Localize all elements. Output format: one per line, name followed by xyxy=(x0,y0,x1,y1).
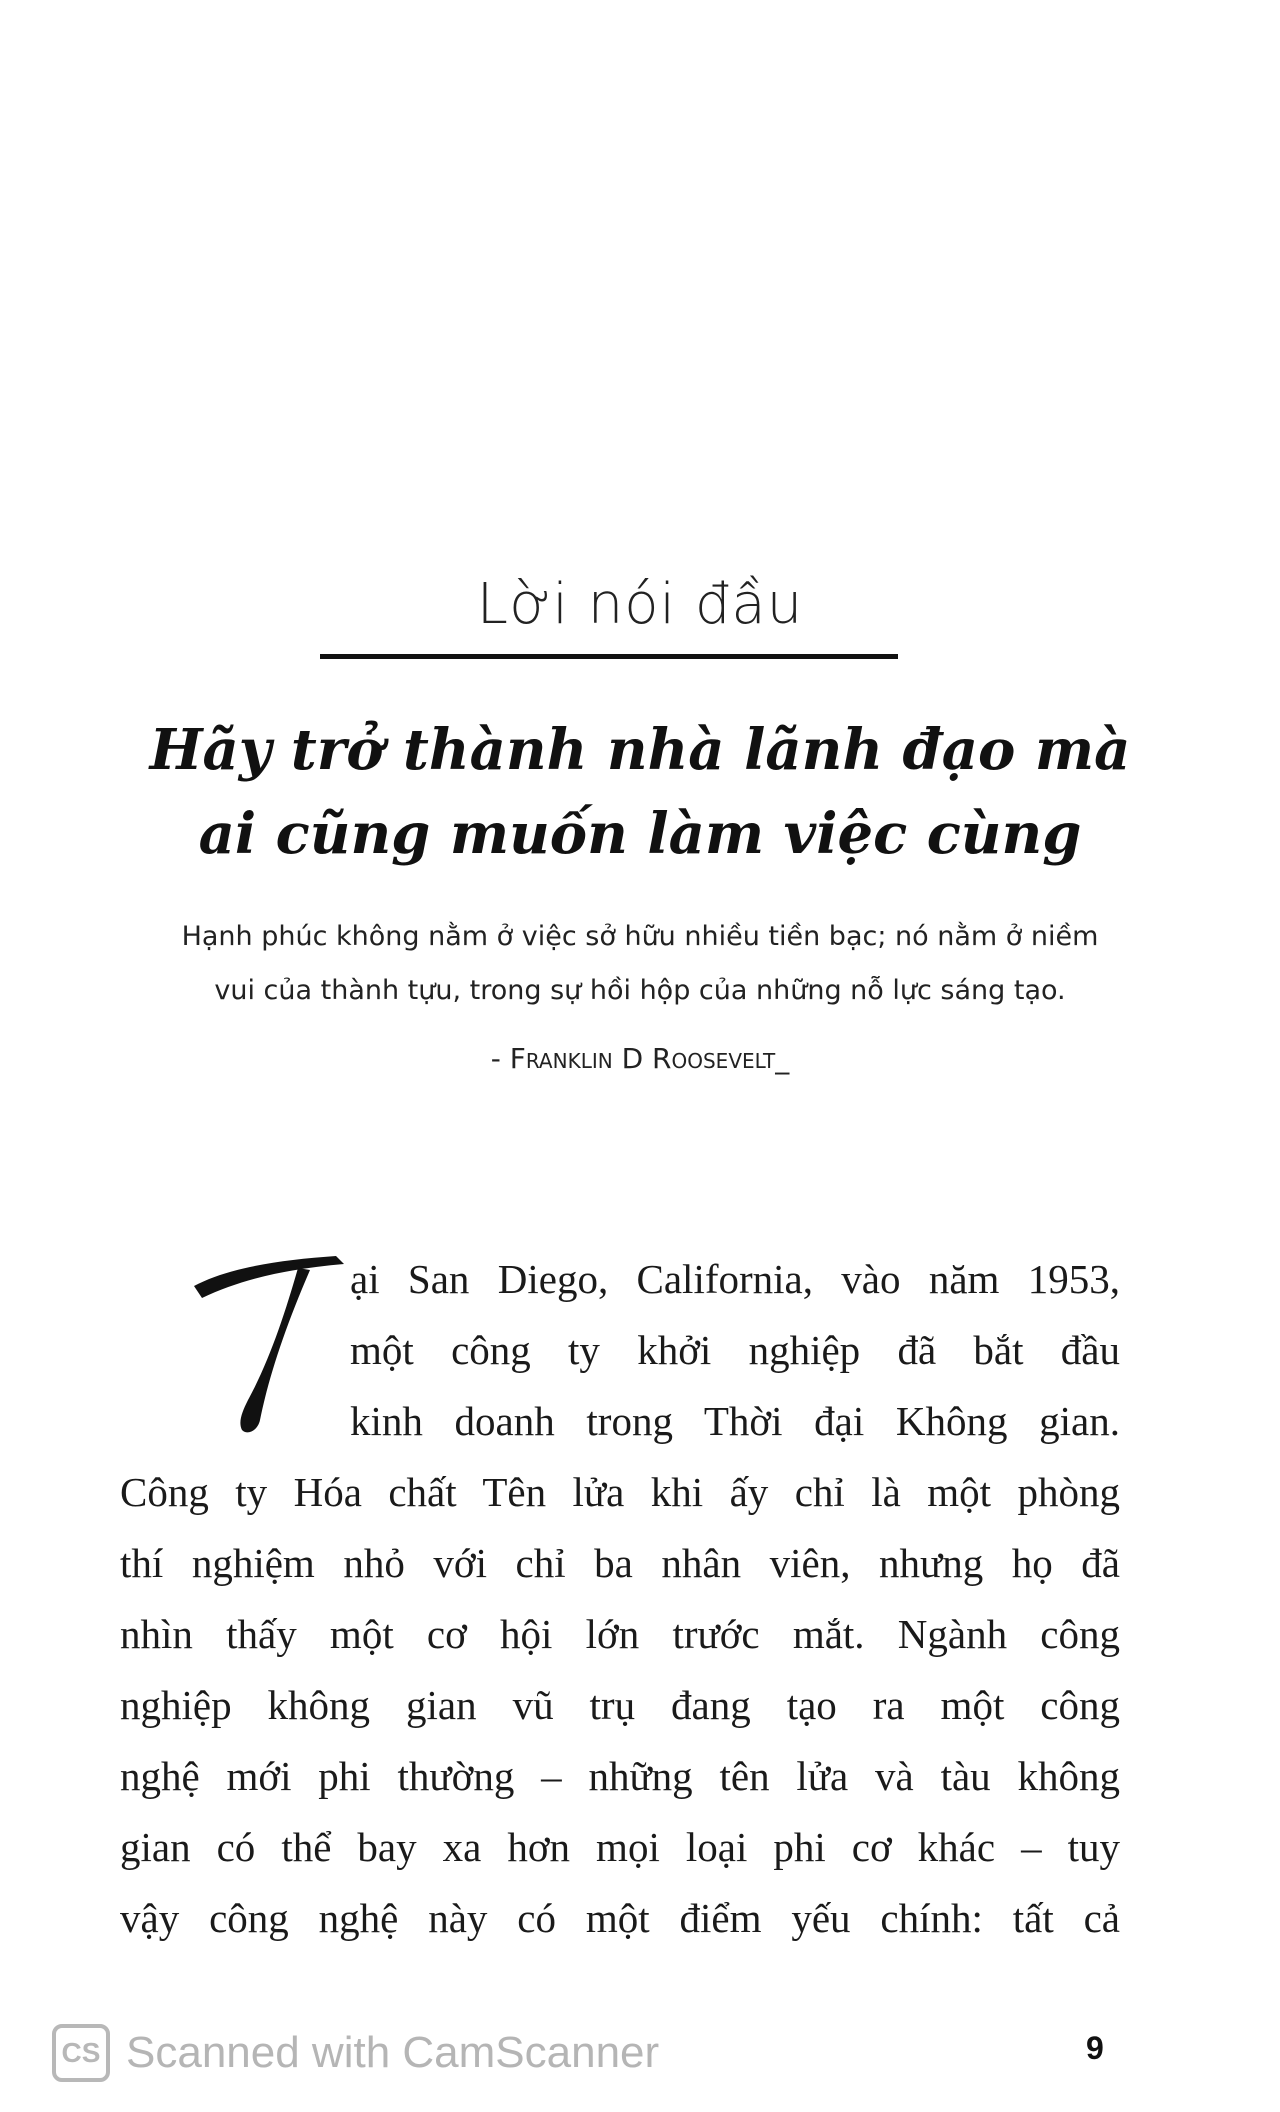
quote-author: - Franklin D Roosevelt_ xyxy=(490,1042,790,1075)
body-line: nhìn thấy một cơ hội lớn trước mắt. Ngành công xyxy=(120,1611,1120,1657)
quote-line-2: vui của thành tựu, trong sự hồi hộp của những nỗ lực sáng tạo. xyxy=(214,975,1066,1006)
body-line: nghệ mới phi thường – những tên lửa và tàu không xyxy=(120,1753,1120,1799)
body-line: thí nghiệm nhỏ với chỉ ba nhân viên, nhưng họ đã xyxy=(120,1540,1120,1586)
subtitle-line-1: Hãy trở thành nhà lãnh đạo mà xyxy=(149,717,1131,783)
subtitle-line-2: ai cũng muốn làm việc cùng xyxy=(198,801,1082,867)
body-text xyxy=(120,1244,1120,1954)
body-line: vậy công nghệ này có một điểm yếu chính: tất cả xyxy=(120,1895,1120,1941)
body-line: nghiệp không gian vũ trụ đang tạo ra một công xyxy=(120,1682,1120,1728)
body-line: Công ty Hóa chất Tên lửa khi ấy chỉ là một phòng xyxy=(120,1469,1120,1515)
quote-line-1: Hạnh phúc không nằm ở việc sở hữu nhiều tiền bạc; nó nằm ở niềm xyxy=(181,921,1099,952)
heading-underline xyxy=(320,654,898,659)
chapter-subtitle xyxy=(0,708,1280,876)
body-line: ại San Diego, California, vào năm 1953, xyxy=(350,1256,1120,1302)
body-line: gian có thể bay xa hơn mọi loại phi cơ khác – tuy xyxy=(120,1824,1120,1870)
epigraph-quote xyxy=(130,910,1150,1018)
body-line: một công ty khởi nghiệp đã bắt đầu xyxy=(350,1327,1120,1373)
page-number: 9 xyxy=(1086,2030,1104,2066)
camscanner-logo-icon: CS xyxy=(52,2024,110,2082)
body-line: kinh doanh trong Thời đại Không gian. xyxy=(350,1398,1120,1444)
chapter-heading: Lời nói đầu xyxy=(476,572,804,637)
scanner-watermark: Scanned with CamScanner xyxy=(126,2028,660,2077)
